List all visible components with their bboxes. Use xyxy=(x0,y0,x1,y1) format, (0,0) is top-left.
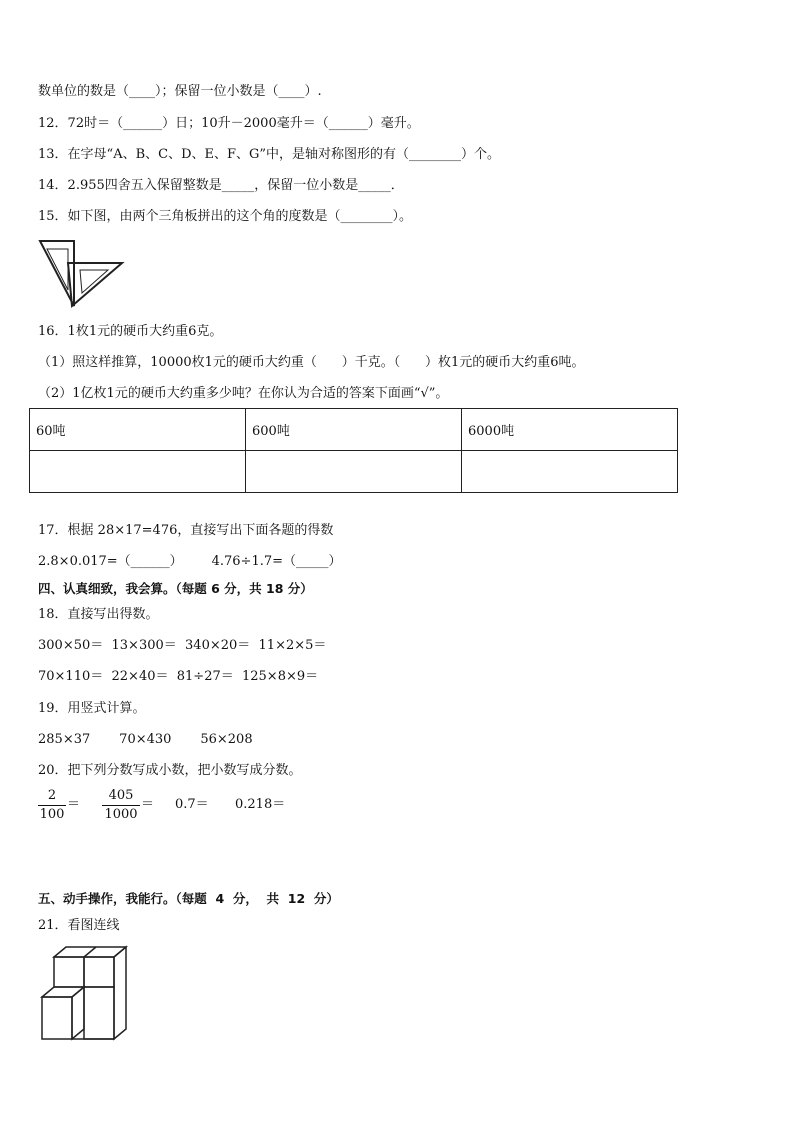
q18-row1: 300×50＝ 13×300＝ 340×20＝ 11×2×5＝ xyxy=(38,638,327,653)
decimal-2: 0.218＝ xyxy=(235,797,286,812)
answer-cell-6000[interactable] xyxy=(462,451,678,493)
fraction-2-numerator: 405 xyxy=(108,788,134,803)
option-600: 600吨 xyxy=(246,409,462,451)
q16-part2: （2）1亿枚1元的硬币大约重多少吨？在你认为合适的答案下面画“√”。 xyxy=(38,386,449,401)
q16: 16．1枚1元的硬币大约重6克。 xyxy=(38,324,223,339)
fraction-1-eq: ＝ xyxy=(67,797,81,812)
fraction-2-eq: ＝ xyxy=(141,797,155,812)
q11-tail: 数单位的数是（____）；保留一位小数是（____）. xyxy=(38,84,322,99)
q19: 19．用竖式计算。 xyxy=(38,701,146,716)
fraction-1 xyxy=(38,788,66,823)
cube-stack-icon xyxy=(40,945,130,1041)
option-60: 60吨 xyxy=(30,409,246,451)
fraction-2-denominator: 1000 xyxy=(104,807,138,822)
section-5-title: 五、动手操作，我能行。（每题 4 分， 共 12 分） xyxy=(38,891,339,906)
q21: 21．看图连线 xyxy=(38,918,120,933)
fraction-1-numerator: 2 xyxy=(47,788,57,803)
q18-row2: 70×110＝ 22×40＝ 81÷27＝ 125×8×9＝ xyxy=(38,669,319,684)
answer-cell-60[interactable] xyxy=(30,451,246,493)
q19-items: 285×37 70×430 56×208 xyxy=(38,732,253,747)
q18: 18．直接写出得数。 xyxy=(38,607,159,622)
option-6000: 6000吨 xyxy=(462,409,678,451)
decimal-1: 0.7＝ xyxy=(175,797,209,812)
triangle-rulers-icon xyxy=(38,238,126,310)
q13: 13．在字母“A、B、C、D、E、F、G”中，是轴对称图形的有（________）个。 xyxy=(38,147,501,162)
q17: 17．根据 28×17=476，直接写出下面各题的得数 xyxy=(38,523,334,538)
q15: 15．如下图，由两个三角板拼出的这个角的度数是（________）。 xyxy=(38,209,413,224)
q14: 14．2.955四舍五入保留整数是_____，保留一位小数是_____． xyxy=(38,178,404,193)
q20: 20．把下列分数写成小数，把小数写成分数。 xyxy=(38,763,302,778)
q12: 12．72时＝（______）日；10升－2000毫升＝（______）毫升。 xyxy=(38,116,420,131)
q16-part1: （1）照这样推算，10000枚1元的硬币大约重（ ）千克。（ ）枚1元的硬币大约重6吨。 xyxy=(38,355,585,370)
fraction-1-denominator: 100 xyxy=(39,807,65,822)
q17-items: 2.8×0.017=（______） 4.76÷1.7=（_____） xyxy=(38,554,342,569)
fraction-2 xyxy=(102,788,140,823)
answer-table xyxy=(29,408,678,493)
section-4-title: 四、认真细致，我会算。（每题 6 分，共 18 分） xyxy=(38,581,313,596)
answer-cell-600[interactable] xyxy=(246,451,462,493)
